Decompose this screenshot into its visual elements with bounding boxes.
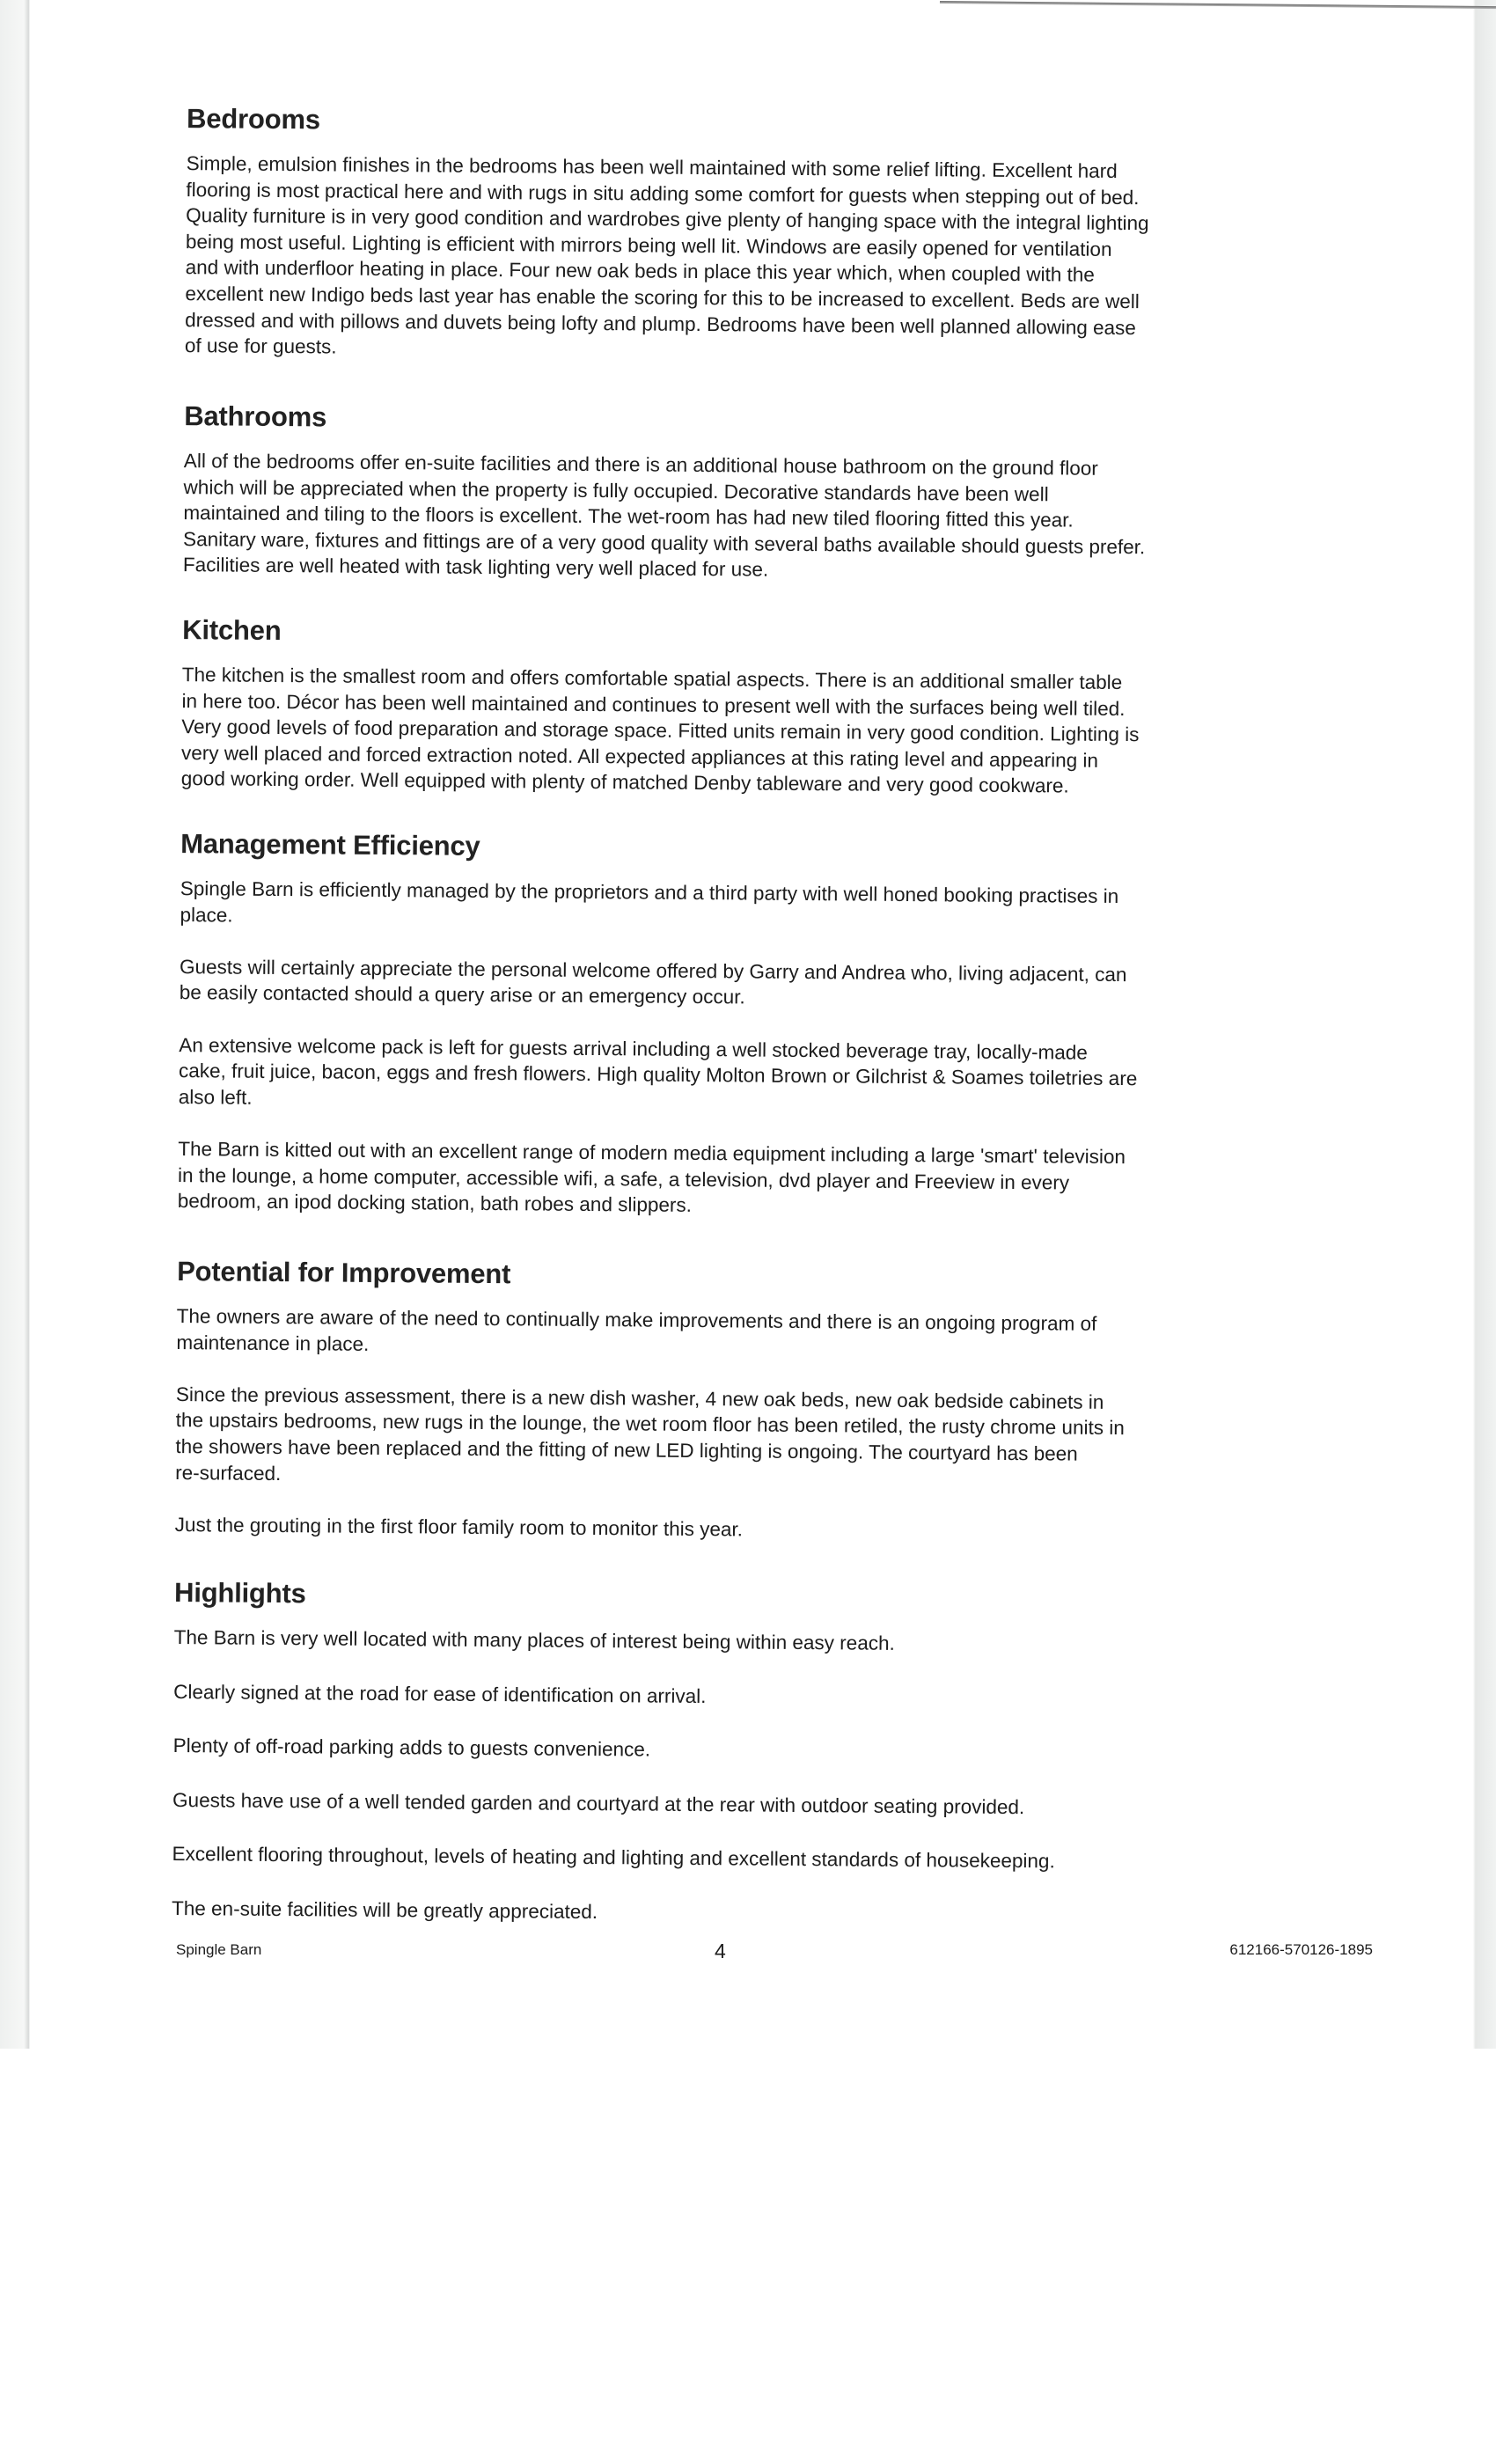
paragraph [178, 1136, 1287, 1223]
highlight-item: Excellent flooring throughout, levels of heating and lighting and excellent standards of housekeeping. [172, 1843, 1055, 1873]
text-line: Very good levels of food preparation and storage space. Fitted units remain in very good condition. Lighting is [181, 715, 1140, 746]
section-heading: Bedrooms [186, 103, 320, 136]
section-body [175, 1303, 1286, 1547]
section-heading: Bathrooms [184, 400, 327, 433]
paragraph [180, 876, 1288, 937]
text-line: All of the bedrooms offer en-suite facilities and there is an additional house bathroom on the ground floor [183, 450, 1098, 480]
footer-property-name: Spingle Barn [176, 1941, 262, 1958]
section-heading: Highlights [173, 1577, 306, 1610]
section-heading: Potential for Improvement [177, 1256, 511, 1290]
text-line: of use for guests. [184, 334, 337, 358]
section-bathrooms [183, 400, 1294, 588]
text-line: Sanitary ware, fixtures and fittings are of a very good quality with several baths available should guests prefer. [183, 527, 1146, 559]
text-line: The Barn is kitted out with an excellent range of modern media equipment including a large 'smart' television [178, 1137, 1126, 1169]
text-line: The kitchen is the smallest room and offers comfortable spatial aspects. There is an additional smaller table [181, 664, 1123, 694]
text-line: Since the previous assessment, there is a new dish washer, 4 new oak beds, new oak bedside cabinets in [175, 1382, 1104, 1413]
section-body [185, 150, 1295, 368]
text-line: very well placed and forced extraction noted. All expected appliances at this rating level and appearing in [180, 741, 1099, 772]
text-line: be easily contacted should a query arise or an emergency occur. [179, 981, 745, 1008]
text-line: and with underfloor heating in place. Four new oak beds in place this year which, when coupled with the [185, 256, 1095, 287]
page-footer [176, 1940, 1373, 1966]
text-line: Quality furniture is in very good condition and wardrobes give plenty of hanging space with the integral lighting [186, 204, 1149, 235]
paragraph [175, 1382, 1285, 1495]
text-line: The owners are aware of the need to continually make improvements and there is an ongoing program of [176, 1305, 1097, 1335]
text-line: also left. [178, 1085, 253, 1109]
text-line: re-surfaced. [175, 1461, 282, 1485]
text-line: dressed and with pillows and duvets being lofty and plump. Bedrooms have been well planned allowing ease [185, 308, 1136, 339]
section-heading: Kitchen [182, 614, 282, 647]
highlight-item: The en-suite facilities will be greatly appreciated. [171, 1896, 598, 1924]
text-line: Spingle Barn is efficiently managed by the proprietors and a third party with well honed booking practises in [180, 877, 1119, 908]
section-body [178, 876, 1289, 1223]
paragraph [176, 1303, 1285, 1365]
footer-page-number: 4 [715, 1940, 726, 1962]
text-line: place. [180, 903, 233, 927]
text-line: Guests will certainly appreciate the personal welcome offered by Garry and Andrea who, living adjacent, can [179, 955, 1127, 986]
highlight-item: Guests have use of a well tended garden and courtyard at the rear with outdoor seating provided. [172, 1788, 1025, 1818]
section-body [181, 662, 1291, 802]
text-line: Simple, emulsion finishes in the bedrooms has been well maintained with some relief lifting. Excellent hard [186, 152, 1118, 182]
section-potential-for-improvement [175, 1256, 1287, 1547]
text-line: bedroom, an ipod docking station, bath robes and slippers. [177, 1190, 693, 1217]
highlight-item: The Barn is very well located with many places of interest being within easy reach. [173, 1626, 895, 1654]
text-line: excellent new Indigo beds last year has enable the scoring for this to be increased to excellent. Beds are well [185, 282, 1140, 313]
text-line: the upstairs bedrooms, new rugs in the lounge, the wet room floor has been retiled, the rusty chrome units in [175, 1409, 1125, 1440]
footer-reference-number: 612166-570126-1895 [1229, 1941, 1373, 1958]
section-kitchen [181, 614, 1292, 802]
text-line: the showers have been replaced and the fitting of new LED lighting is ongoing. The courtyard has been [175, 1435, 1078, 1465]
text-line: cake, fruit juice, bacon, eggs and fresh flowers. High quality Molton Brown or Gilchrist & Soames toiletries are [178, 1060, 1138, 1090]
text-line: being most useful. Lighting is efficient with mirrors being well lit. Windows are easily opened for ventilation [185, 230, 1112, 260]
section-management-efficiency [178, 828, 1290, 1223]
text-line: An extensive welcome pack is left for guests arrival including a well stocked beverage tray, locally-made [179, 1033, 1088, 1064]
text-line: which will be appreciated when the property is fully occupied. Decorative standards have been well [183, 475, 1049, 505]
text-line: flooring is most practical here and with rugs in situ adding some comfort for guests when stepping out of bed. [186, 178, 1140, 209]
text-line: maintenance in place. [176, 1331, 370, 1355]
text-line: in here too. Décor has been well maintained and continues to present well with the surfaces being well tiled. [181, 689, 1126, 720]
section-bedrooms [185, 103, 1295, 368]
highlight-item: Plenty of off-road parking adds to guests convenience. [172, 1734, 651, 1761]
paragraph [175, 1512, 1284, 1547]
section-body [172, 1624, 1283, 1931]
paragraph [179, 1032, 1288, 1119]
text-line: Facilities are well heated with task lighting very well placed for use. [182, 554, 769, 582]
text-line: maintained and tiling to the floors is excellent. The wet-room has had new tiled flooring fitted this year. [183, 502, 1074, 532]
text-line: Just the grouting in the first floor family room to monitor this year. [174, 1513, 744, 1541]
highlight-item: Clearly signed at the road for ease of identification on arrival. [173, 1680, 707, 1707]
paragraph [180, 954, 1288, 1016]
text-line: in the lounge, a home computer, accessible wifi, a safe, a television, dvd player and Freeview in every [177, 1163, 1070, 1194]
text-line: good working order. Well equipped with plenty of matched Denby tableware and very good cookware. [180, 767, 1069, 797]
section-highlights [172, 1577, 1283, 1931]
section-body [183, 448, 1293, 588]
section-heading: Management Efficiency [180, 828, 480, 862]
